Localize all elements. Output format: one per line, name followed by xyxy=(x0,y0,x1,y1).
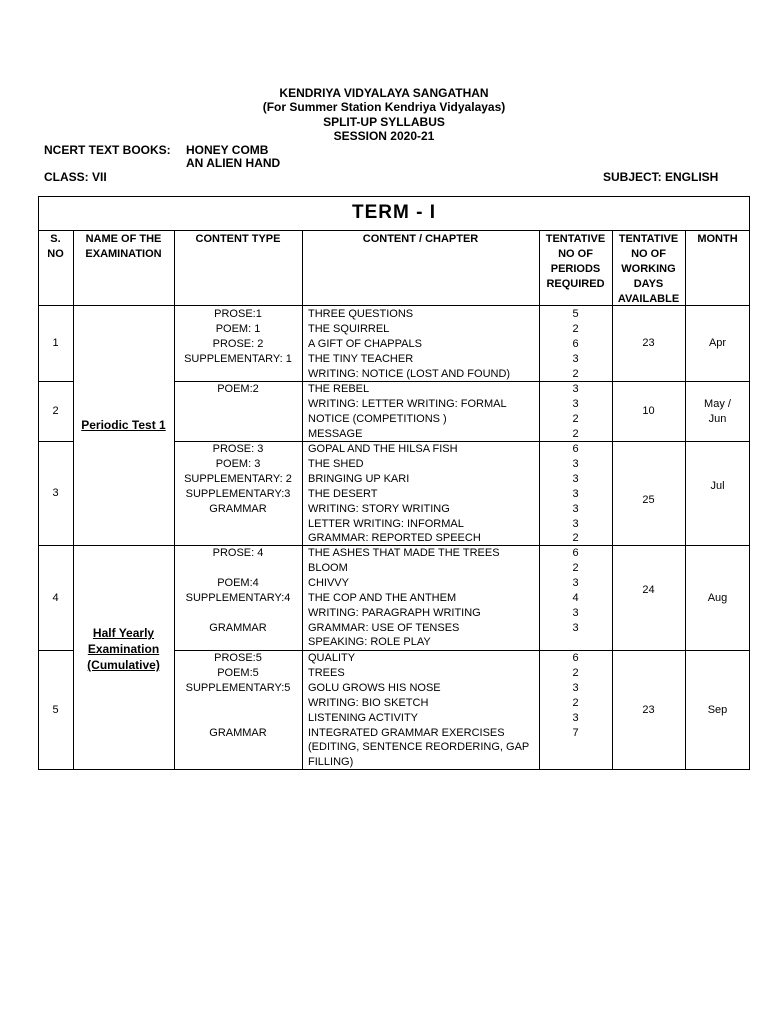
chapter-item: GRAMMAR: REPORTED SPEECH xyxy=(308,532,481,545)
content-type: POEM: 3 xyxy=(215,457,261,470)
content-type: POEM: 1 xyxy=(215,322,261,335)
period-count: 3 xyxy=(572,472,579,485)
chapter-item: GOPAL AND THE HILSA FISH xyxy=(308,443,458,455)
chapter-item: THE SHED xyxy=(308,457,364,470)
content-type: PROSE:5 xyxy=(214,652,262,664)
period-count: 2 xyxy=(572,367,579,380)
period-count: 3 xyxy=(572,397,579,410)
textbooks-label: NCERT TEXT BOOKS: xyxy=(44,143,171,157)
chapter-item: TREES xyxy=(308,666,345,679)
working-days: 23 xyxy=(642,704,655,716)
content-type: SUPPLEMENTARY: 2 xyxy=(184,472,292,485)
period-count: 6 xyxy=(572,547,579,559)
chapter-item: THE TINY TEACHER xyxy=(308,352,414,365)
chapter-item: SPEAKING: ROLE PLAY xyxy=(308,636,431,649)
chapter-item: FILLING) xyxy=(308,756,354,769)
chapter-item: WRITING: STORY WRITING xyxy=(308,502,450,515)
content-type: GRAMMAR xyxy=(209,502,267,515)
period-count: 2 xyxy=(572,696,579,709)
class-label: CLASS: VII xyxy=(44,170,107,184)
chapter-item: WRITING: BIO SKETCH xyxy=(308,696,429,709)
serial-number: 1 xyxy=(52,337,59,349)
header-chapter: CONTENT / CHAPTER xyxy=(362,233,479,245)
content-type: SUPPLEMENTARY:4 xyxy=(185,591,291,604)
working-days: 25 xyxy=(642,494,655,506)
content-type: SUPPLEMENTARY: 1 xyxy=(184,352,292,365)
serial-number: 4 xyxy=(52,592,59,604)
col-divider-6 xyxy=(685,230,686,770)
chapter-item: GRAMMAR: USE OF TENSES xyxy=(308,621,460,634)
period-count: 6 xyxy=(572,443,579,455)
period-count: 3 xyxy=(572,681,579,694)
serial-number: 2 xyxy=(52,405,59,417)
chapter-item: THE DESERT xyxy=(308,487,378,500)
working-days: 24 xyxy=(642,584,655,596)
month-label: May / xyxy=(704,398,731,410)
chapter-item: CHIVVY xyxy=(308,576,349,589)
exam-half-yearly: Half Yearly Examination (Cumulative) xyxy=(87,626,160,672)
chapter-item: WRITING: NOTICE (LOST AND FOUND) xyxy=(308,367,511,380)
header-month: MONTH xyxy=(697,233,738,245)
period-count: 2 xyxy=(572,322,579,335)
period-count: 2 xyxy=(572,561,579,574)
textbook-alien-hand: AN ALIEN HAND xyxy=(186,156,281,170)
chapter-item: LISTENING ACTIVITY xyxy=(308,711,419,724)
month-label: Jul xyxy=(710,480,725,492)
session-label: SESSION 2020-21 xyxy=(333,129,435,143)
row-divider-2 xyxy=(38,441,73,442)
period-count: 3 xyxy=(572,502,579,515)
period-count: 6 xyxy=(572,652,579,664)
month-label: Jun xyxy=(708,412,727,425)
month-label: Aug xyxy=(707,592,728,604)
chapter-item: A GIFT OF CHAPPALS xyxy=(308,337,422,350)
chapter-item: THE REBEL xyxy=(308,383,370,395)
period-count: 2 xyxy=(572,532,579,545)
content-type: PROSE: 3 xyxy=(212,443,264,455)
header-days: TENTATIVE NO OF WORKING DAYS AVAILABLE xyxy=(617,233,680,305)
working-days: 23 xyxy=(642,337,655,349)
chapter-item: MESSAGE xyxy=(308,427,363,440)
month-label: Apr xyxy=(708,337,727,349)
period-count: 3 xyxy=(572,606,579,619)
serial-number: 3 xyxy=(52,487,59,499)
chapter-item: NOTICE (COMPETITIONS ) xyxy=(308,412,447,425)
period-count: 3 xyxy=(572,352,579,365)
period-count: 2 xyxy=(572,427,579,440)
chapter-item: THE COP AND THE ANTHEM xyxy=(308,591,457,604)
chapter-item: INTEGRATED GRAMMAR EXERCISES xyxy=(308,726,505,739)
chapter-item: (EDITING, SENTENCE REORDERING, GAP xyxy=(308,741,530,754)
period-count: 5 xyxy=(572,308,579,320)
header-periods: TENTATIVE NO OF PERIODS REQUIRED xyxy=(545,233,606,290)
period-count: 3 xyxy=(572,487,579,500)
subject-label: SUBJECT: ENGLISH xyxy=(603,170,719,184)
month-label: Sep xyxy=(707,704,728,716)
period-count: 3 xyxy=(572,517,579,530)
period-count: 3 xyxy=(572,383,579,395)
content-type: SUPPLEMENTARY:5 xyxy=(185,681,291,694)
chapter-item: LETTER WRITING: INFORMAL xyxy=(308,517,464,530)
period-count: 3 xyxy=(572,576,579,589)
col-divider-3 xyxy=(302,230,303,770)
chapter-item: WRITING: LETTER WRITING: FORMAL xyxy=(308,397,507,410)
content-type: POEM:4 xyxy=(217,576,259,589)
period-count: 7 xyxy=(572,726,579,739)
org-subtitle: (For Summer Station Kendriya Vidyalayas) xyxy=(262,100,506,114)
content-type: POEM:5 xyxy=(217,666,259,679)
content-type: PROSE:1 xyxy=(214,308,262,320)
content-type: POEM:2 xyxy=(217,383,259,395)
period-count: 3 xyxy=(572,457,579,470)
exam-periodic-test-1: Periodic Test 1 xyxy=(81,418,166,432)
chapter-item: WRITING: PARAGRAPH WRITING xyxy=(308,606,481,619)
header-content-type: CONTENT TYPE xyxy=(195,233,281,245)
chapter-item: BLOOM xyxy=(308,561,348,574)
content-type: SUPPLEMENTARY:3 xyxy=(185,487,291,500)
working-days: 10 xyxy=(642,405,655,417)
period-count: 2 xyxy=(572,412,579,425)
serial-number: 5 xyxy=(52,704,59,716)
term-heading: TERM - I xyxy=(352,202,436,223)
period-count: 6 xyxy=(572,337,579,350)
header-sno: S. NO xyxy=(47,233,64,260)
chapter-item: THE ASHES THAT MADE THE TREES xyxy=(308,547,500,559)
org-title: KENDRIYA VIDYALAYA SANGATHAN xyxy=(279,86,489,100)
content-type: GRAMMAR xyxy=(209,621,267,634)
chapter-item: THE SQUIRREL xyxy=(308,322,390,335)
chapter-item: THREE QUESTIONS xyxy=(308,308,414,320)
period-count: 3 xyxy=(572,621,579,634)
col-divider-1 xyxy=(73,230,74,770)
period-count: 3 xyxy=(572,711,579,724)
content-type: PROSE: 4 xyxy=(212,547,264,559)
row-divider-1 xyxy=(38,381,73,382)
textbook-honeycomb: HONEY COMB xyxy=(186,143,269,157)
chapter-item: GOLU GROWS HIS NOSE xyxy=(308,681,441,694)
period-count: 4 xyxy=(572,591,579,604)
chapter-item: QUALITY xyxy=(308,652,356,664)
header-exam: NAME OF THE EXAMINATION xyxy=(85,233,162,260)
document-title: SPLIT-UP SYLLABUS xyxy=(323,115,445,129)
term-divider xyxy=(38,230,750,231)
row-divider-4 xyxy=(38,650,73,651)
chapter-item: BRINGING UP KARI xyxy=(308,472,410,485)
period-count: 2 xyxy=(572,666,579,679)
content-type: PROSE: 2 xyxy=(212,337,264,350)
content-type: GRAMMAR xyxy=(209,726,267,739)
